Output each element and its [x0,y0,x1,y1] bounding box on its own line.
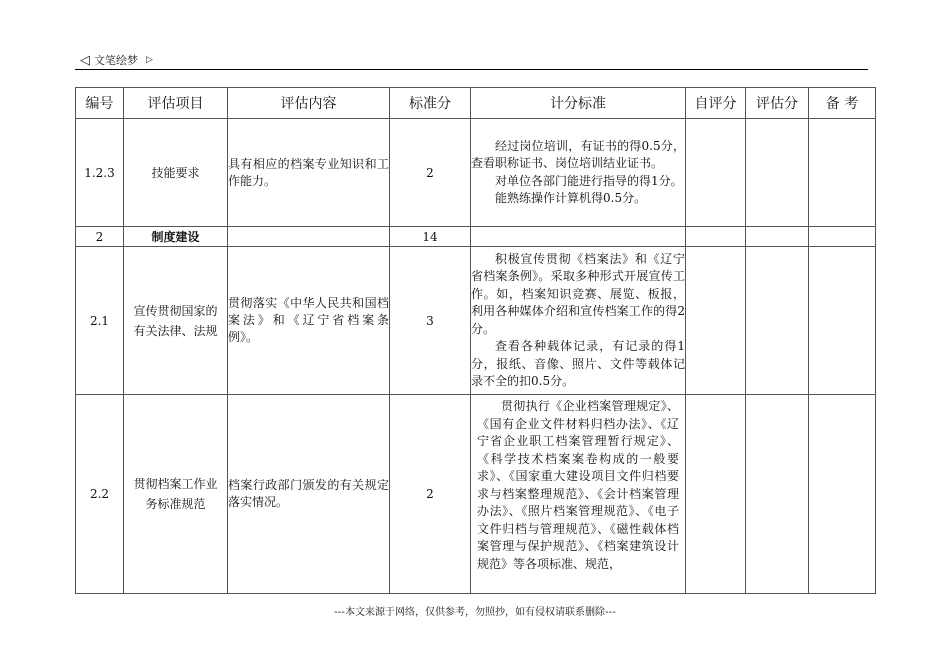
self-score-cell [686,227,746,247]
triangle-left-icon: ◁ [80,52,90,68]
row-criteria [471,395,686,594]
row-content: 具有相应的档案专业知识和工作能力。 [228,119,390,227]
row-id: 2.1 [76,247,124,395]
remarks-cell [809,395,876,594]
eval-score-cell [746,395,809,594]
col-header-content: 评估内容 [228,88,390,119]
table-row [76,247,876,395]
evaluation-table [75,87,876,594]
triangle-right-icon: ▷ [146,55,153,65]
row-item: 贯彻档案工作业务标准规范 [124,395,228,594]
row-content: 档案行政部门颁发的有关规定落实情况。 [228,395,390,594]
row-id: 1.2.3 [76,119,124,227]
remarks-cell [809,247,876,395]
row-item: 技能要求 [124,119,228,227]
criteria-paragraph: 能熟练操作计算机得0.5分。 [495,191,647,205]
remarks-cell [809,119,876,227]
criteria-paragraph: 积极宣传贯彻《档案法》和《辽宁省档案条例》。采取多种形式开展宣传工作。如，档案知识竞赛、展览、板报，利用各种媒体介绍和宣传档案工作的得2分。 [471,251,685,336]
table-row [76,395,876,594]
row-score: 3 [390,247,471,395]
criteria-paragraph: 对单位各部门能进行指导的得1分。 [495,173,683,188]
col-header-eval-score: 评估分 [746,88,809,119]
self-score-cell [686,247,746,395]
row-id: 2 [76,227,124,247]
row-criteria [471,119,686,227]
row-criteria [471,247,686,395]
row-score: 2 [390,119,471,227]
row-score: 14 [390,227,471,247]
row-item: 宣传贯彻国家的有关法律、法规 [124,247,228,395]
self-score-cell [686,395,746,594]
row-item: 制度建设 [124,227,228,247]
row-criteria [471,227,686,247]
col-header-item: 评估项目 [124,88,228,119]
eval-score-cell [746,247,809,395]
remarks-cell [809,227,876,247]
table-header-row [76,88,876,119]
header-rule [75,69,868,70]
table-row [76,227,876,247]
col-header-self-score: 自评分 [686,88,746,119]
self-score-cell [686,119,746,227]
row-content [228,227,390,247]
footer-notice: ---本文来源于网络，仅供参考，勿照抄，如有侵权请联系删除--- [334,607,616,618]
criteria-paragraph: 贯彻执行《企业档案管理规定》、《国有企业文件材料归档办法》、《辽宁省企业职工档案管理暂行规定》、《科学技术档案案卷构成的一般要求》、《国家重大建设项目文件归档要求与档案整理规范》、《会计档案管理办法》、《照片档案管理规范》、《电子文件归档与管理规范》、《磁性载体档案管理与保护规范》、《档案建筑设计规范》等各项标准、规范， [477,399,679,571]
criteria-paragraph: 查看各种载体记录，有记录的得1分，报纸、音像、照片、文件等载体记录不全的扣0.5分。 [471,339,685,388]
col-header-criteria: 计分标准 [471,88,686,119]
row-content: 贯彻落实《中华人民共和国档案法》和《辽宁省档案条例》。 [228,247,390,395]
row-score: 2 [390,395,471,594]
eval-score-cell [746,227,809,247]
document-header [80,52,153,68]
col-header-remarks: 备 考 [809,88,876,119]
row-id: 2.2 [76,395,124,594]
criteria-paragraph: 经过岗位培训，有证书的得0.5分，查看职称证书、岗位培训结业证书。 [471,138,685,170]
col-header-id: 编号 [76,88,124,119]
table-row [76,119,876,227]
header-brand: 文笔绘梦 [94,54,138,67]
eval-score-cell [746,119,809,227]
col-header-score: 标准分 [390,88,471,119]
